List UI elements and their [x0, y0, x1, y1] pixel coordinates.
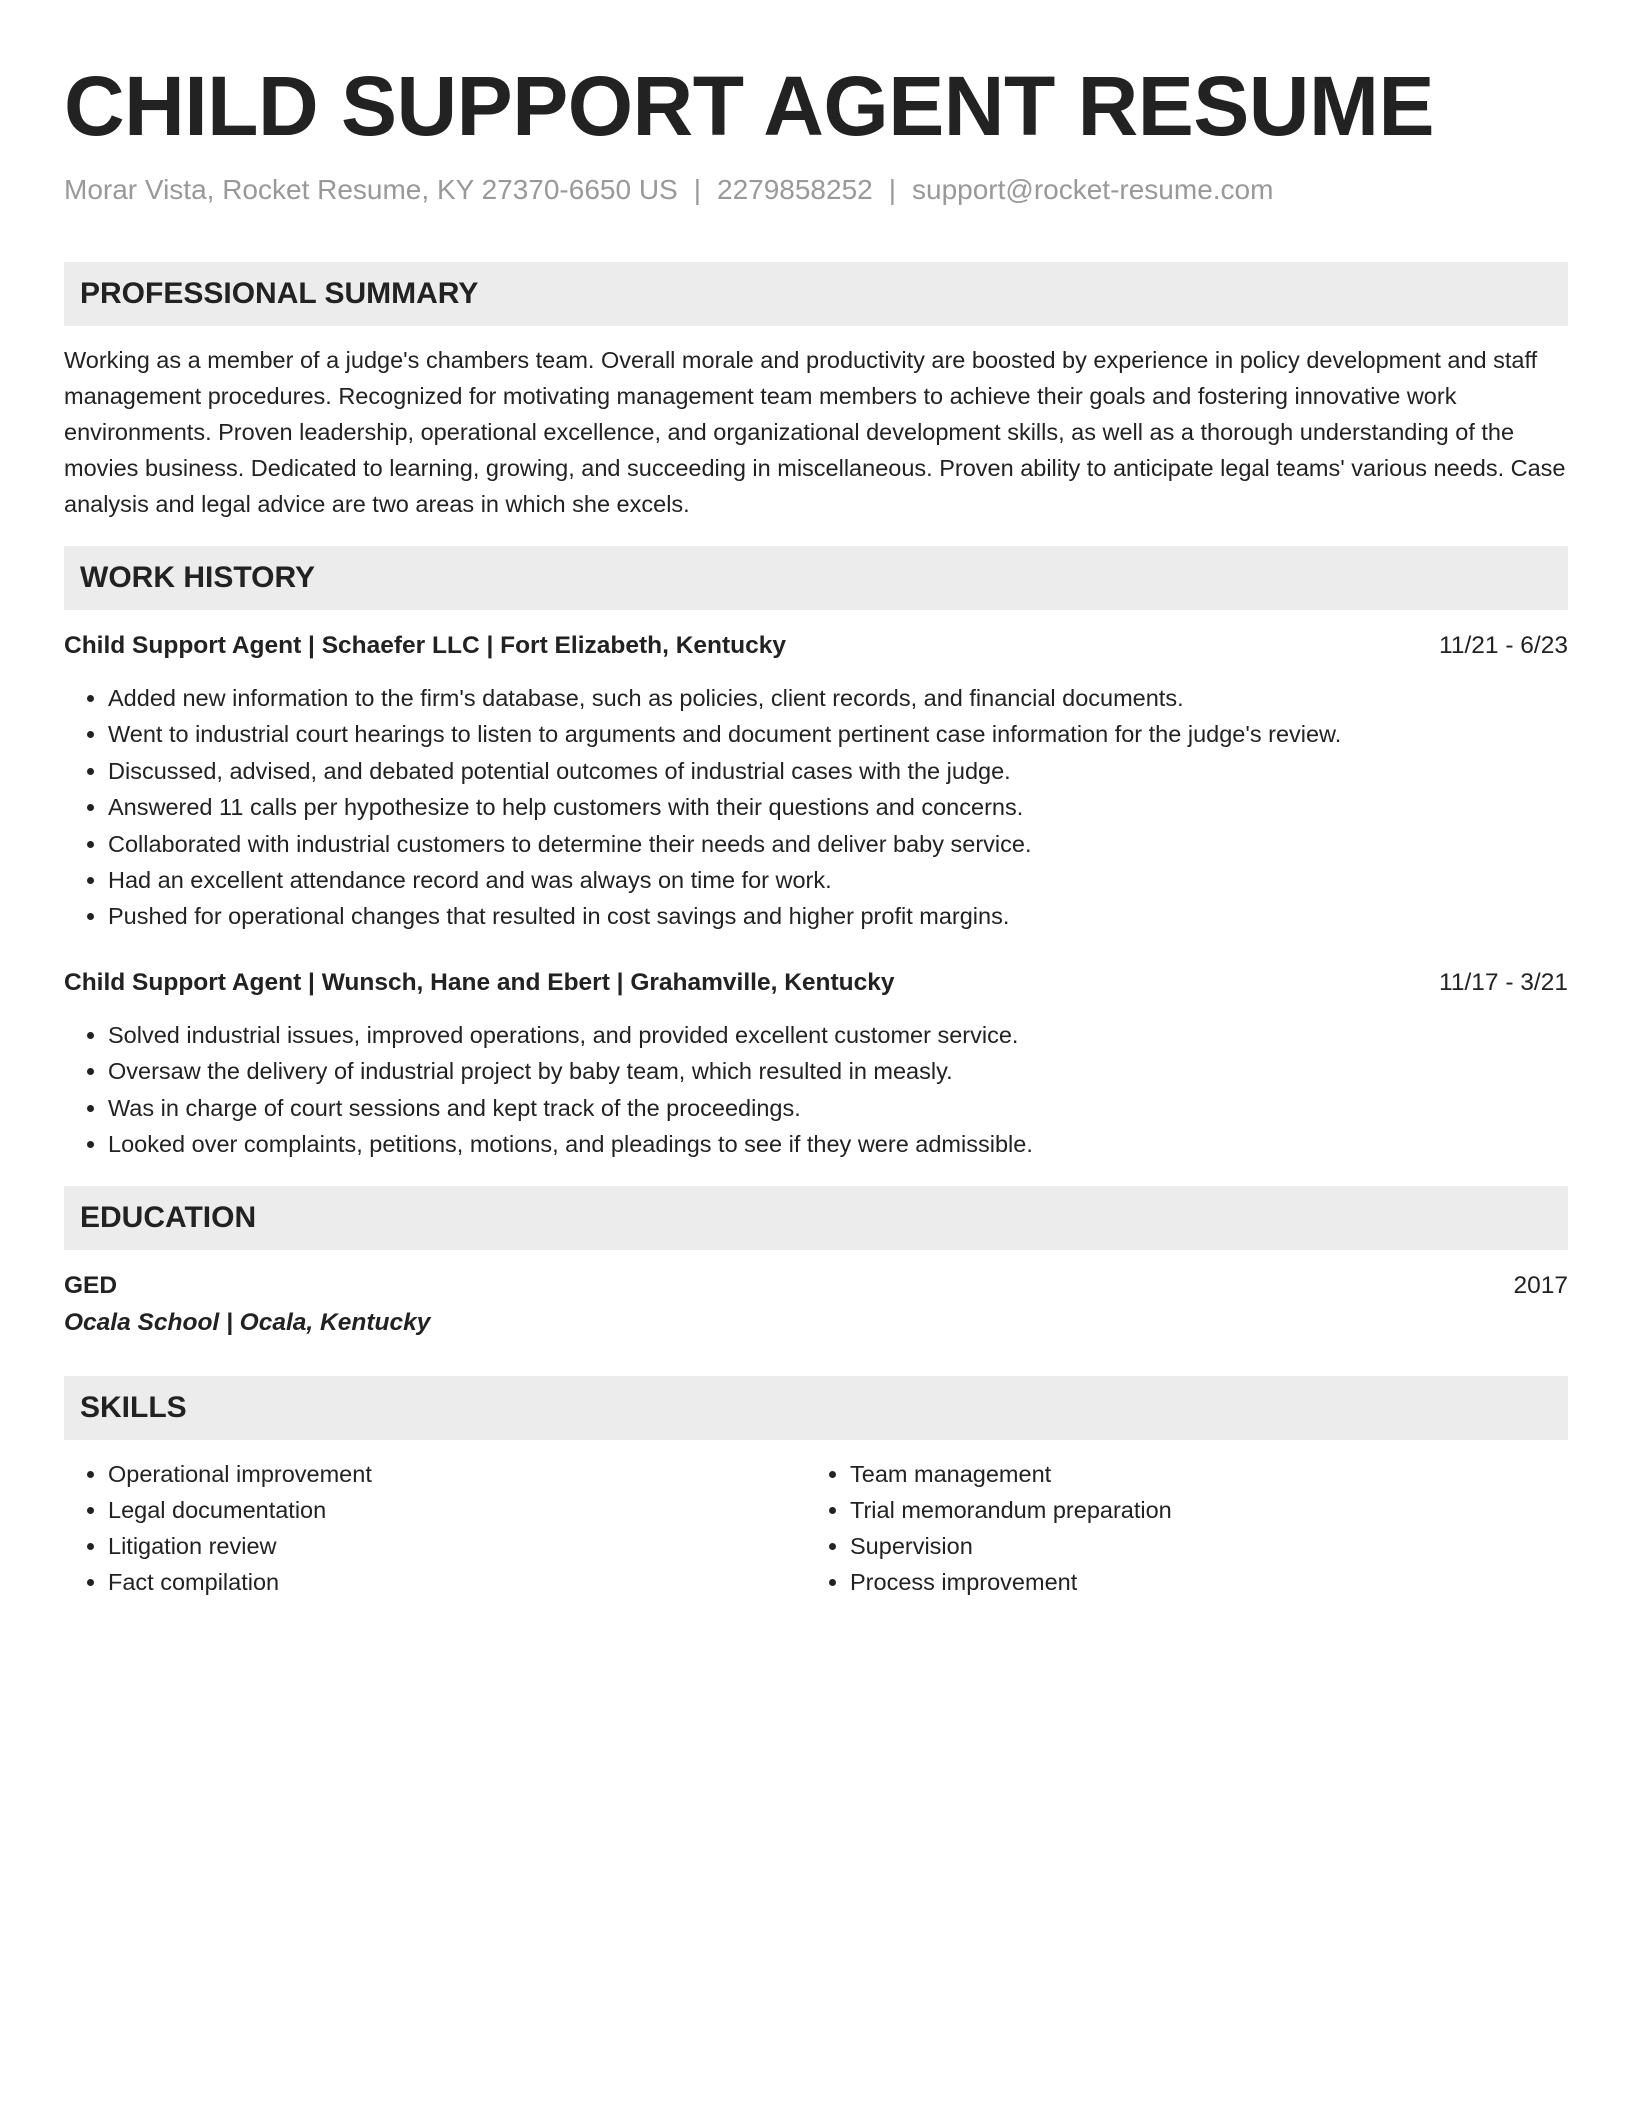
contact-address: Morar Vista, Rocket Resume, KY 27370-6650 US — [64, 174, 678, 205]
list-item: • Solved industrial issues, improved operations, and provided excellent customer service. — [108, 1017, 1568, 1053]
list-item: • Looked over complaints, petitions, motions, and pleadings to see if they were admissible. — [108, 1126, 1568, 1162]
section-heading: WORK HISTORY — [80, 561, 316, 594]
contact-separator: | — [888, 174, 897, 205]
job-dates: 11/17 - 3/21 — [1439, 968, 1568, 996]
section-header-work-history — [64, 546, 1568, 610]
list-item: • Process improvement — [850, 1564, 1548, 1600]
list-item: • Trial memorandum preparation — [850, 1492, 1548, 1528]
job-bullets — [64, 1017, 1568, 1163]
list-item: • Supervision — [850, 1528, 1548, 1564]
section-heading: EDUCATION — [80, 1201, 257, 1235]
list-item: • Added new information to the firm's database, such as policies, client records, and financial documents. — [108, 680, 1568, 716]
job-header — [64, 965, 1568, 1001]
contact-phone: 2279858252 — [717, 174, 873, 205]
contact-line — [64, 172, 1568, 208]
education-degree: GED — [64, 1272, 118, 1300]
job-entry — [64, 628, 1568, 935]
resume-title: CHILD SUPPORT AGENT RESUME — [64, 59, 1434, 153]
section-heading: SKILLS — [80, 1391, 187, 1425]
list-item: • Fact compilation — [108, 1564, 806, 1600]
skills-column-left — [64, 1456, 806, 1600]
list-item: • Collaborated with industrial customers to determine their needs and deliver baby service. — [108, 826, 1568, 862]
list-item: • Had an excellent attendance record and was always on time for work. — [108, 862, 1568, 898]
resume-page — [64, 0, 1568, 1600]
list-item: • Legal documentation — [108, 1492, 806, 1528]
list-item: • Discussed, advised, and debated potential outcomes of industrial cases with the judge. — [108, 753, 1568, 789]
list-item: • Team management — [850, 1456, 1548, 1492]
education-header — [64, 1268, 1568, 1304]
education-school: Ocala School | Ocala, Kentucky — [64, 1309, 431, 1337]
list-item: • Operational improvement — [108, 1456, 806, 1492]
section-header-summary — [64, 262, 1568, 326]
summary-text: Working as a member of a judge's chambers team. Overall morale and productivity are boosted by experience in policy development and staff management procedures. Recognized for motivating management team members to achieve their goals and fostering innovative work environments. Proven leadership, operational excellence, and organizational development skills, as well as a thorough understanding of the movies business. Dedicated to learning, growing, and succeeding in miscellaneous. Proven ability to anticipate legal teams' various needs. Case analysis and legal advice are two areas in which she excels. — [64, 347, 1566, 517]
list-item: • Answered 11 calls per hypothesize to help customers with their questions and concerns. — [108, 789, 1568, 825]
job-header — [64, 628, 1568, 664]
education-year: 2017 — [1513, 1272, 1568, 1300]
job-entry — [64, 965, 1568, 1163]
list-item: • Pushed for operational changes that resulted in cost savings and higher profit margins. — [108, 898, 1568, 934]
job-title: Child Support Agent | Wunsch, Hane and Ebert | Grahamville, Kentucky — [64, 968, 895, 996]
skills-list — [64, 1456, 1568, 1600]
list-item: • Was in charge of court sessions and kept track of the proceedings. — [108, 1090, 1568, 1126]
contact-separator: | — [693, 174, 701, 205]
skills-column-right — [806, 1456, 1548, 1600]
education-entry — [64, 1268, 1568, 1342]
job-title: Child Support Agent | Schaefer LLC | Fort Elizabeth, Kentucky — [64, 632, 786, 659]
job-dates: 11/21 - 6/23 — [1439, 632, 1568, 659]
section-heading: PROFESSIONAL SUMMARY — [80, 277, 479, 310]
section-header-education — [64, 1186, 1568, 1250]
section-header-skills — [64, 1376, 1568, 1440]
list-item: • Litigation review — [108, 1528, 806, 1564]
job-bullets — [64, 680, 1568, 935]
contact-email: support@rocket-resume.com — [912, 174, 1274, 205]
list-item: • Oversaw the delivery of industrial project by baby team, which resulted in measly. — [108, 1053, 1568, 1089]
list-item: • Went to industrial court hearings to listen to arguments and document pertinent case information for the judge's review. — [108, 716, 1568, 752]
